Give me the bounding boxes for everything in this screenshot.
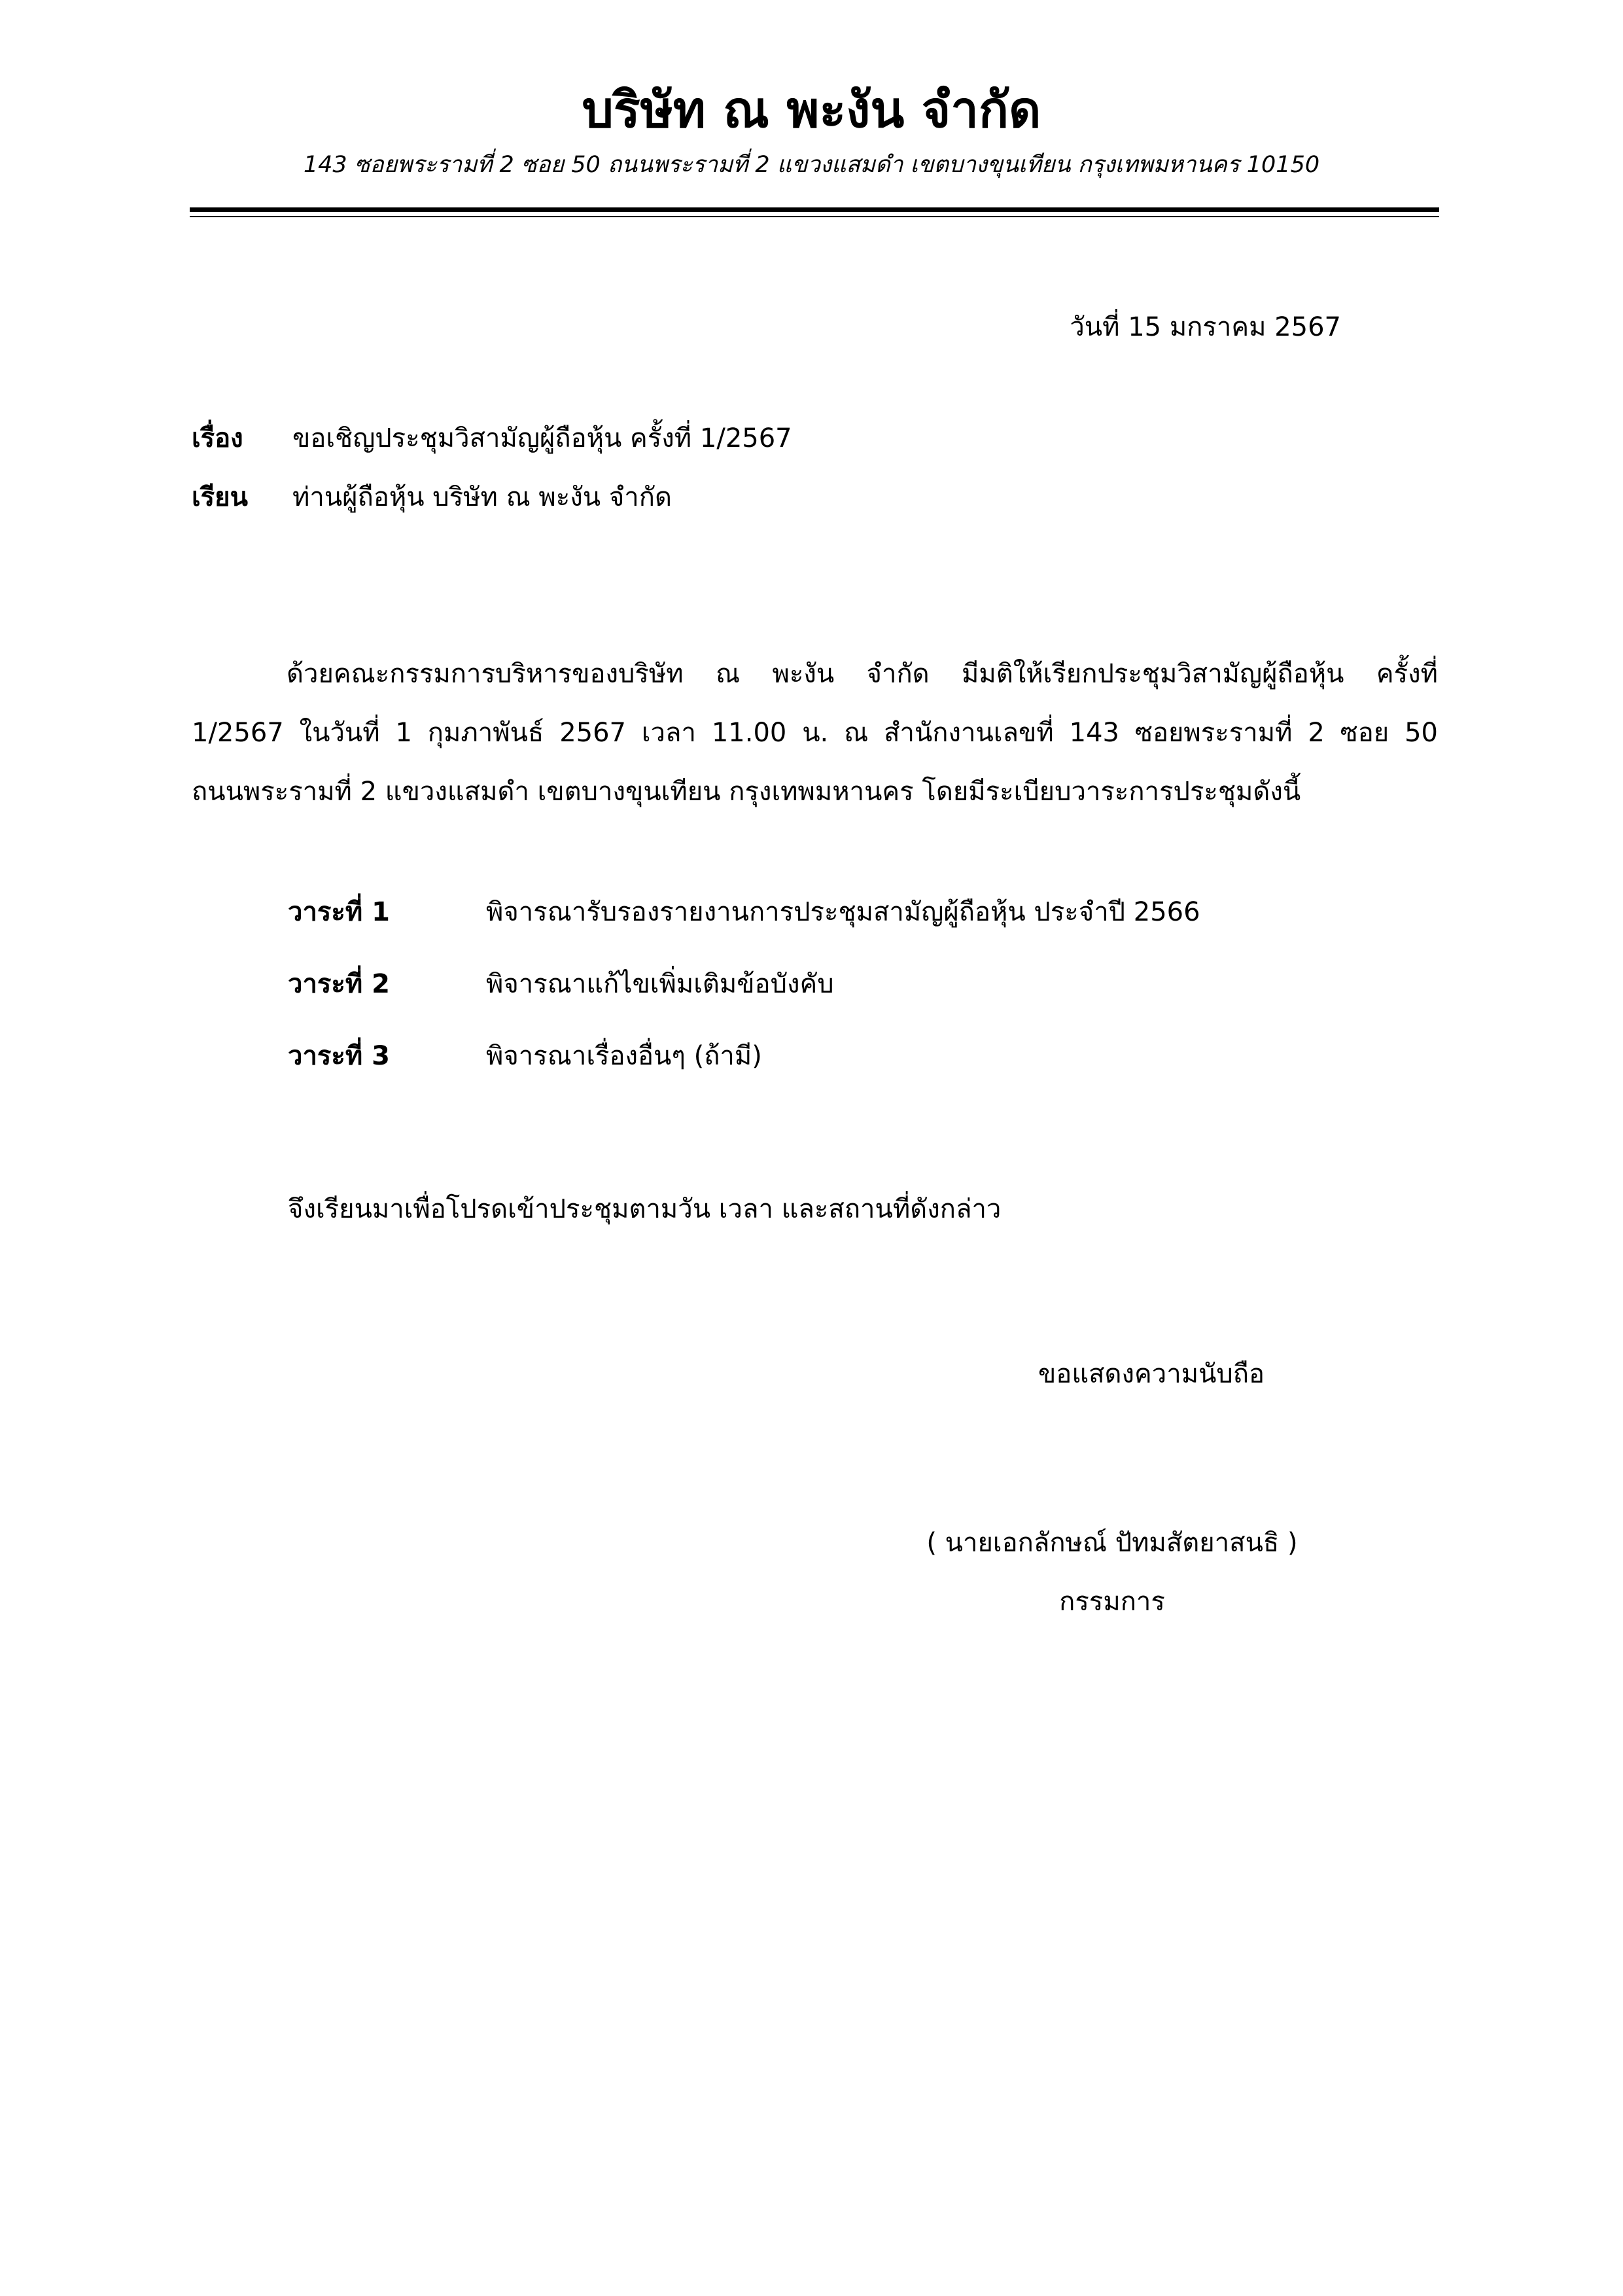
recipient-value: ท่านผู้ถือหุ้น บริษัท ณ พะงัน จำกัด bbox=[292, 482, 672, 512]
agenda-item-2-text: พิจารณาแก้ไขเพิ่มเติมข้อบังคับ bbox=[486, 969, 834, 999]
body-line: ถนนพระรามที่ 2 แขวงแสมดำ เขตบางขุนเทียน กรุงเทพมหานคร โดยมีระเบียบวาระการประชุมดังนี้ bbox=[192, 777, 1301, 807]
recipient-label: เรียน bbox=[192, 482, 248, 512]
company-address: 143 ซอยพระรามที่ 2 ซอย 50 ถนนพระรามที่ 2 แขวงแสมดำ เขตบางขุนเทียน กรุงเทพมหานคร 10150 bbox=[303, 152, 1320, 178]
body-line: 1/2567 ในวันที่ 1 กุมภาพันธ์ 2567 เวลา 11.00 น. ณ สำนักงานเลขที่ 143 ซอยพระรามที่ 2 ซอย 50 bbox=[192, 718, 1438, 748]
closing-regards: ขอแสดงความนับถือ bbox=[1038, 1359, 1265, 1389]
closing-sentence: จึงเรียนมาเพื่อโปรดเข้าประชุมตามวัน เวลา และสถานที่ดังกล่าว bbox=[288, 1194, 1002, 1224]
signer-name: ( นายเอกลักษณ์ ปัทมสัตยาสนธิ ) bbox=[926, 1528, 1298, 1558]
subject-value: ขอเชิญประชุมวิสามัญผู้ถือหุ้น ครั้งที่ 1/2567 bbox=[292, 423, 792, 453]
letter-date: วันที่ 15 มกราคม 2567 bbox=[1070, 312, 1341, 342]
subject-label: เรื่อง bbox=[192, 423, 243, 453]
agenda-item-3-label: วาระที่ 3 bbox=[288, 1041, 391, 1071]
company-name: บริษัท ณ พะงัน จำกัด bbox=[582, 80, 1041, 139]
agenda-item-3-text: พิจารณาเรื่องอื่นๆ (ถ้ามี) bbox=[486, 1041, 762, 1071]
body-line: ด้วยคณะกรรมการบริหารของบริษัท ณ พะงัน จำกัด มีมติให้เรียกประชุมวิสามัญผู้ถือหุ้น ครั้งที่ bbox=[287, 659, 1438, 689]
signer-title: กรรมการ bbox=[1059, 1587, 1165, 1617]
agenda-item-2-label: วาระที่ 2 bbox=[288, 969, 391, 999]
agenda-item-1-text: พิจารณารับรองรายงานการประชุมสามัญผู้ถือหุ้น ประจำปี 2566 bbox=[486, 897, 1200, 927]
body-paragraph bbox=[192, 645, 1438, 821]
letterhead-divider-thick bbox=[190, 207, 1439, 212]
agenda-item-1-label: วาระที่ 1 bbox=[288, 897, 391, 927]
letterhead-divider-thin bbox=[190, 216, 1439, 217]
